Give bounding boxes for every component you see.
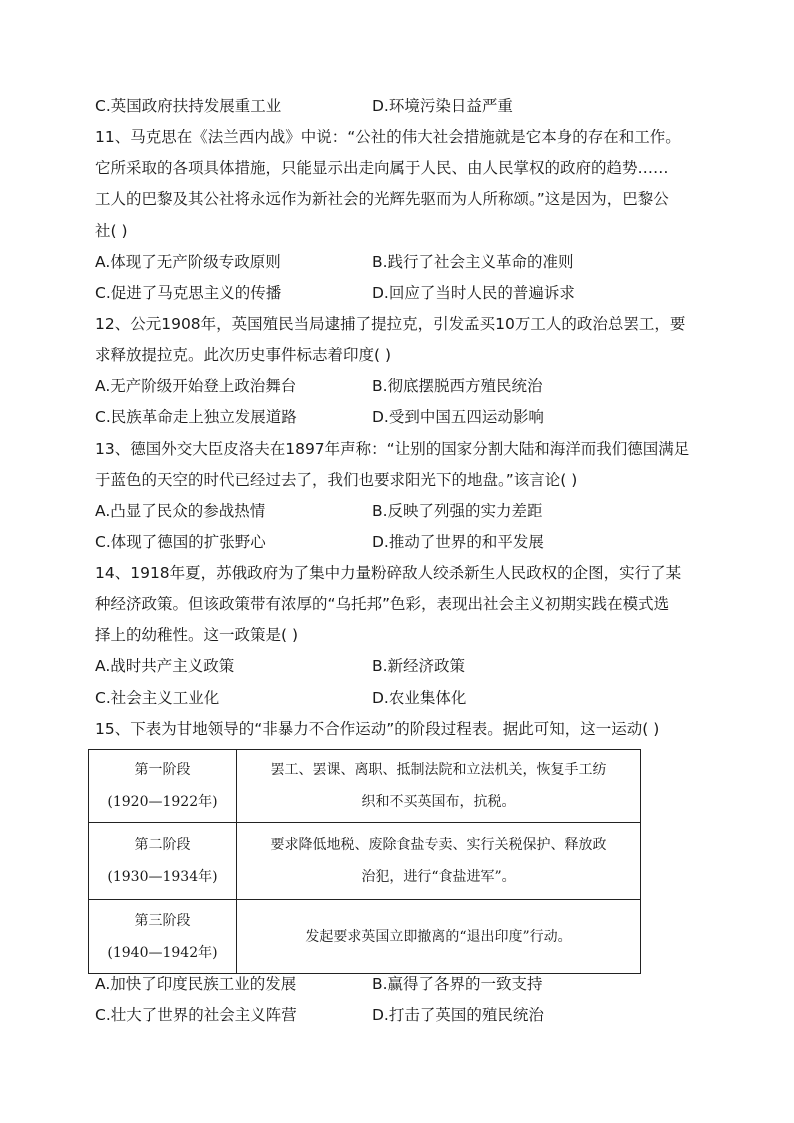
q12-option-c: C.民族革命走上独立发展道路 — [95, 408, 297, 426]
q11-option-c: C.促进了马克思主义的传播 — [95, 284, 282, 302]
stage-name: 第三阶段 — [134, 912, 191, 929]
stage-years: (1920—1922年) — [107, 794, 218, 810]
q11-option-b: B.践行了社会主义革命的准则 — [372, 253, 574, 271]
table-row — [89, 750, 641, 823]
q10-option-d: D.环境污染日益严重 — [372, 97, 513, 115]
stage-name: 第一阶段 — [134, 762, 191, 778]
stage-content-line: 治犯，进行“食盐进军”。 — [361, 869, 516, 885]
q11-stem-line-1: 11、马克思在《法兰西内战》中说：“公社的伟大社会措施就是它本身的存在和工作。 — [95, 128, 681, 146]
q14-stem-line-3: 择上的幼稚性。这一政策是( ) — [95, 626, 299, 644]
q11-stem-line-3: 工人的巴黎及其公社将永远作为新社会的光辉先驱而为人所称颂。”这是因为，巴黎公 — [95, 190, 669, 208]
q12-option-d: D.受到中国五四运动影响 — [372, 408, 544, 426]
q13-stem-line-1: 13、德国外交大臣皮洛夫在1897年声称：“让别的国家分割大陆和海洋而我们德国满足 — [95, 440, 690, 458]
table-row — [89, 823, 641, 900]
q14-option-b: B.新经济政策 — [372, 657, 466, 675]
stage-content-line: 织和不买英国布，抗税。 — [361, 794, 516, 810]
table-row — [89, 900, 641, 974]
stage-cell — [89, 900, 237, 974]
stage-content-line: 发起要求英国立即撤离的“退出印度”行动。 — [305, 928, 572, 945]
stage-cell — [89, 750, 237, 823]
stage-content-line: 罢工、罢课、离职、抵制法院和立法机关，恢复手工纺 — [270, 762, 607, 778]
q13-option-b: B.反映了列强的实力差距 — [372, 502, 543, 520]
q11-option-a: A.体现了无产阶级专政原则 — [95, 253, 281, 271]
q14-option-d: D.农业集体化 — [372, 689, 467, 707]
q12-stem-line-2: 求释放提拉克。此次历史事件标志着印度( ) — [95, 346, 392, 364]
q12-option-b: B.彻底摆脱西方殖民统治 — [372, 377, 543, 395]
q15-stage-table — [88, 749, 641, 974]
q14-option-c: C.社会主义工业化 — [95, 689, 220, 707]
q15-option-d: D.打击了英国的殖民统治 — [372, 1006, 544, 1024]
stage-content-cell — [237, 823, 641, 900]
q12-option-a: A.无产阶级开始登上政治舞台 — [95, 377, 297, 395]
q13-option-c: C.体现了德国的扩张野心 — [95, 533, 266, 551]
q11-option-d: D.回应了当时人民的普遍诉求 — [372, 284, 575, 302]
q15-option-c: C.壮大了世界的社会主义阵营 — [95, 1006, 297, 1024]
stage-name: 第二阶段 — [134, 837, 191, 853]
q15-option-b: B.赢得了各界的一致支持 — [372, 975, 543, 993]
q11-stem-line-4: 社( ) — [95, 222, 128, 240]
q14-stem-line-2: 种经济政策。但该政策带有浓厚的“乌托邦”色彩，表现出社会主义初期实践在模式选 — [95, 595, 670, 613]
q11-stem-line-2: 它所采取的各项具体措施，只能显示出走向属于人民、由人民掌权的政府的趋势…… — [95, 159, 669, 177]
q14-option-a: A.战时共产主义政策 — [95, 657, 235, 675]
stage-years: (1940—1942年) — [107, 944, 218, 961]
stage-content-line: 要求降低地税、废除食盐专卖、实行关税保护、释放政 — [270, 837, 607, 853]
stage-cell — [89, 823, 237, 900]
q13-option-d: D.推动了世界的和平发展 — [372, 533, 544, 551]
stage-content-cell — [237, 900, 641, 974]
stage-years: (1930—1934年) — [107, 869, 218, 885]
q13-option-a: A.凸显了民众的参战热情 — [95, 502, 266, 520]
q12-stem-line-1: 12、公元1908年，英国殖民当局逮捕了提拉克，引发孟买10万工人的政治总罢工，要 — [95, 315, 686, 333]
q13-stem-line-2: 于蓝色的天空的时代已经过去了，我们也要求阳光下的地盘。”该言论( ) — [95, 471, 578, 489]
q10-option-c: C.英国政府扶持发展重工业 — [95, 97, 282, 115]
q15-stem-line-1: 15、下表为甘地领导的“非暴力不合作运动”的阶段过程表。据此可知，这一运动( ) — [95, 720, 660, 738]
q15-option-a: A.加快了印度民族工业的发展 — [95, 975, 297, 993]
stage-content-cell — [237, 750, 641, 823]
q14-stem-line-1: 14、1918年夏，苏俄政府为了集中力量粉碎敌人绞杀新生人民政权的企图，实行了某 — [95, 564, 682, 582]
